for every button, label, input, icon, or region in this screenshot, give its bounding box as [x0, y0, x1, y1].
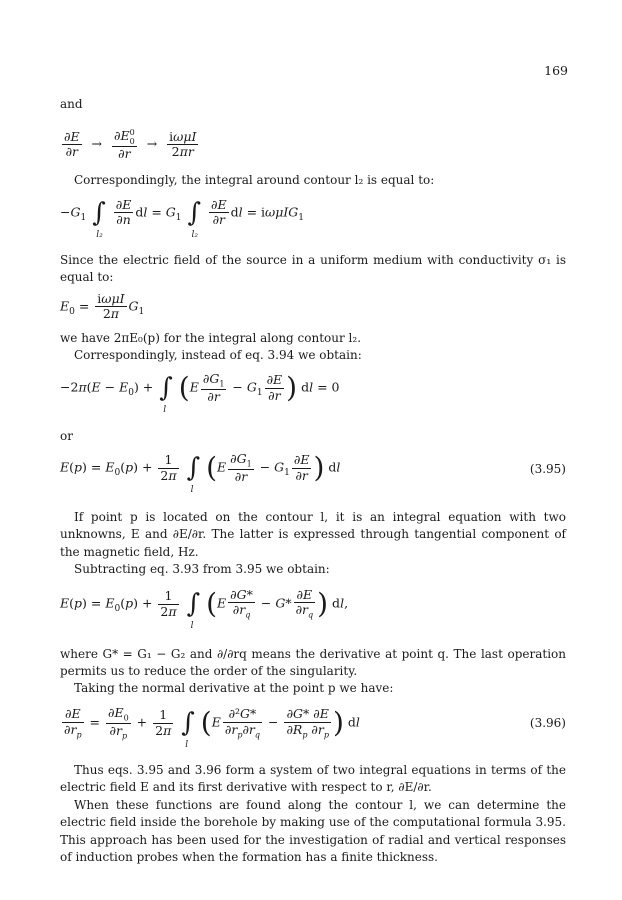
text-contour-l2: Correspondingly, the integral around contour l₂ is equal to:: [74, 173, 435, 187]
text-system-of-equations: Thus eqs. 3.95 and 3.96 form a system of two integral equations in terms of the electric field E and its first derivative with respect to r, ∂E/∂r.: [60, 763, 566, 795]
text-normal-derivative: Taking the normal derivative at the point p we have:: [74, 681, 394, 695]
equation-contour-integral: $-G_1$ ∫ l₂ $\frac{\partial E}{\partial n}$ dl = $G_1$ ∫ l₂ $\frac{\partial E}{\partial r}$ dl = iωμIG$_1$: [60, 197, 305, 240]
text-instead-eq394: Correspondingly, instead of eq. 3.94 we obtain:: [74, 348, 362, 362]
text-integral-equation: If point p is located on the contour l, it is an integral equation with two unknowns, E and ∂E/∂r. The latter is expressed through tangential component of the magnetic field, Hz.: [60, 510, 566, 559]
text-and: and: [60, 97, 83, 111]
equation-3-95: $E(p) = E_0(p)$ + $\frac{1}{2\pi}$ ∫ l (E $\frac{\partial G_1}{\partial r}$ − $G_1$ $\frac{\partial E}{\partial r}$ ) dl: [60, 451, 341, 496]
equation-integral-zero: $-2\pi(E - E_0)$ + ∫ l (E $\frac{\partial G_1}{\partial r}$ − $G_1$ $\frac{\partial E}{\partial r}$ ) dl = 0: [60, 371, 340, 416]
text-or: or: [60, 429, 73, 443]
text-borehole-field: When these functions are found along the contour l, we can determine the electric field inside the borehole by making use of the computational formula 3.95. This approach has been used for the investigation of radial and vertical responses of induction probes when the formation has a finite thickness.: [60, 798, 566, 865]
text-where-gstar: where G* = G₁ − G₂ and ∂/∂rq means the derivative at point q. The last operation permits us to reduce the order of the singularity.: [60, 647, 566, 679]
text-subtracting: Subtracting eq. 3.93 from 3.95 we obtain:: [74, 562, 330, 576]
equation-limit: $\frac{\partial E}{\partial r}$ → $\frac{\partial E^0_0}{\partial r}$ → $\frac{\text{iωμI}}{2\pi r}$: [64, 128, 197, 161]
text-uniform-medium: Since the electric field of the source in a uniform medium with conductivity σ₁ is equal to:: [60, 253, 566, 285]
page-number: 169: [544, 63, 568, 78]
equation-g-star: $E(p) = E_0(p)$ + $\frac{1}{2\pi}$ ∫ l (E $\frac{\partial G*}{\partial r_q}$ − G* $\frac{\partial E}{\partial r_q}$ ) dl,: [60, 587, 349, 632]
equation-3-96: $\frac{\partial E}{\partial r_p}$ = $\frac{\partial E_0}{\partial r_p}$ + $\frac{1}{2\pi}$ ∫ l (E $\frac{\text{∂²G*}}{\partial r_p\partial r_q}$ − $\frac{\partial G* \partial E}{\partial R_p \partial r_p}$ ) dl: [64, 705, 360, 751]
equation-number-3-96: (3.96): [529, 716, 566, 730]
text-2pi-e0: we have 2πE₀(p) for the integral along contour l₂.: [60, 331, 362, 345]
equation-e0: $E_0$ = $\frac{\text{iωμI}}{2\pi}$ $G_1$: [60, 291, 145, 322]
equation-number-3-95: (3.95): [529, 462, 566, 476]
